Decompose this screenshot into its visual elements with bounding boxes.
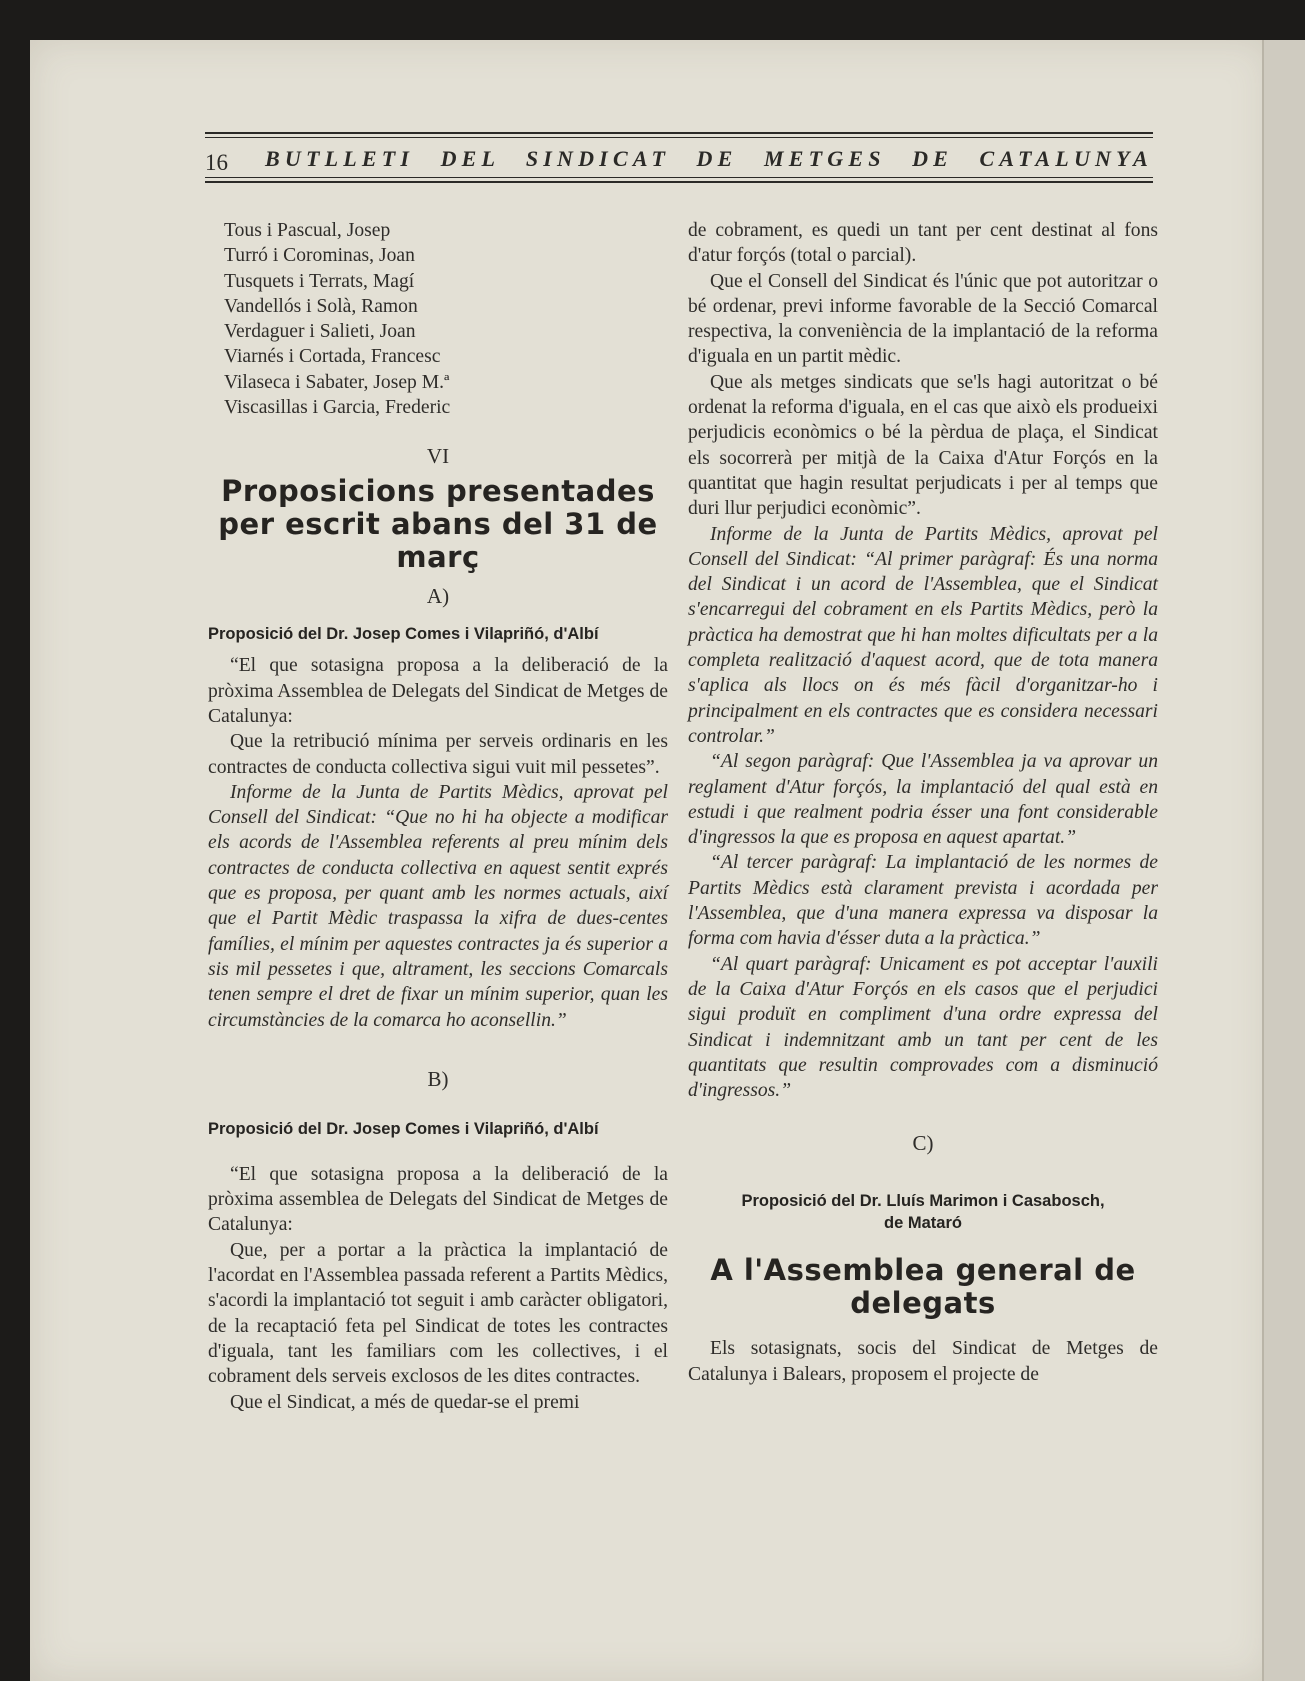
header-rule-top-thin — [205, 137, 1153, 138]
proposal-a-report: Informe de la Junta de Partits Mèdics, aprovat pel Consell del Sindicat: “Que no hi ha objecte a modificar els acords de l'Assemblea referents al preu mínim dels contractes de conducta collectiva en aquest sentit exprés que es proposa, per quant amb les normes actuals, així que el Partit Mèdic traspassa la xifra de dues-centes famílies, el mínim per aquestes contractes ja és superior a sis mil pessetes i que, altrament, les seccions Comarcals tenen sempre el dret de fixar un mínim superior, quan les circumstàncies de la comarca ho aconsellin.” — [208, 781, 668, 1031]
list-item: Tusquets i Terrats, Magí — [224, 270, 415, 292]
proposal-b-paragraph: Que als metges sindicats que se'ls hagi autoritzat o bé ordenat la reforma d'iguala, en el cas que això els produeixi perjudicis econòmics o bé la pèrdua de plaça, el Sindicat els socorrerà per mitjà de la Caixa d'Atur Forçós en la quantitat que hagin resultat perjudicats i per al temps que duri llur perjudici econòmic”. — [688, 371, 1158, 520]
proposal-c-paragraph: Els sotasignats, socis del Sindicat de Metges de Catalunya i Balears, proposem el projecte de — [688, 1338, 1158, 1385]
proposal-b-continuation: de cobrament, es quedi un tant per cent destinat al fons d'atur forçós (total o parcial). — [688, 220, 1158, 267]
list-item: Turró i Corominas, Joan — [224, 245, 415, 267]
proposal-b-paragraph: Que el Sindicat, a més de quedar-se el premi — [230, 1391, 580, 1413]
proposal-b-paragraph: Que el Consell del Sindicat és l'únic que pot autoritzar o bé ordenar, previ informe favorable de la Secció Comarcal respectiva, la conveniència de la implantació de la reforma d'iguala en un partit mèdic. — [688, 270, 1158, 368]
left-column — [208, 218, 668, 1415]
list-item: Verdaguer i Salieti, Joan — [224, 321, 416, 343]
proposal-b-heading: Proposició del Dr. Josep Comes i Vilapriñó, d'Albí — [208, 1119, 599, 1138]
proposal-b-paragraph: “El que sotasigna proposa a la deliberació de la pròxima assemblea de Delegats del Sindicat de Metges de Catalunya: — [208, 1163, 668, 1236]
proposal-c-title: A l'Assemblea general de delegats — [710, 1253, 1136, 1321]
proposal-b-report: Informe de la Junta de Partits Mèdics, aprovat pel Consell del Sindicat: “Al primer paràgraf: És una norma del Sindicat i un acord de l'Assemblea, que el Sindicat s'encarregui del cobrament en els Partits Mèdics, però la pràctica ha demostrat que hi han moltes dificultats per a la completa realització d'aquest acord, que de tota manera s'aplica als llocs on és més fàcil d'organitzar-ho i principalment en els contractes que es considera necessari controlar.” — [688, 523, 1158, 747]
proposal-c-heading-place: de Mataró — [884, 1214, 962, 1233]
proposal-a-paragraph: “El que sotasigna proposa a la deliberació de la pròxima Assemblea de Delegats del Sindicat de Metges de Catalunya: — [208, 655, 668, 727]
next-page-edge — [1262, 40, 1305, 1681]
list-item: Viarnés i Cortada, Francesc — [224, 346, 441, 368]
proposal-b-report: “Al quart paràgraf: Unicament es pot acceptar l'auxili de la Caixa d'Atur Forçós en els casos que el perjudici sigui produït en compliment d'una ordre expressa del Sindicat i indemnitzant amb un tant per cent de les quantitats que resultin comprovades com a disminució d'ingressos.” — [688, 953, 1158, 1102]
list-item: Vandellós i Solà, Ramon — [224, 295, 418, 317]
page-number: 16 — [205, 150, 228, 175]
proposal-c-heading: Proposició del Dr. Lluís Marimon i Casabosch, — [741, 1192, 1105, 1211]
section-numeral: VI — [426, 444, 450, 469]
proposal-b-report: “Al segon paràgraf: Que l'Assemblea ja va aprovar un reglament d'Atur forçós, la implantació del qual està en estudi i que realment podria ésser una font considerable d'ingressos la que es proposa en aquest apartat.” — [688, 751, 1158, 849]
section-title: Proposicions presentades per escrit abans del 31 de març — [218, 474, 658, 575]
header-rule-bottom-thin — [205, 177, 1153, 178]
list-item: Tous i Pascual, Josep — [224, 220, 391, 241]
page-header — [205, 132, 1153, 190]
header-rule-top — [205, 132, 1153, 134]
list-item: Viscasillas i Garcia, Frederic — [224, 397, 451, 419]
header-rule-bottom — [205, 181, 1153, 183]
proposal-b-paragraph: Que, per a portar a la pràctica la implantació de l'acordat en l'Assemblea passada referent a Partits Mèdics, s'acordi la implantació tot seguit i amb caràcter obligatori, de la recaptació feta pel Sindicat de totes les contractes d'iguala, tant les familiars com les collectives, i el cobrament dels serveis exclosos de les dites contractes. — [208, 1239, 668, 1388]
member-name-list — [208, 218, 668, 420]
list-item: Vilaseca i Sabater, Josep M.ª — [224, 371, 450, 393]
subsection-label-b: B) — [427, 1066, 449, 1091]
proposal-b-report: “Al tercer paràgraf: La implantació de les normes de Partits Mèdics està clarament prevista i acordada per l'Assemblea, que d'una manera expressa va disposar la forma com havia d'ésser duta a la pràctica.” — [688, 852, 1158, 950]
subsection-label-c: C) — [912, 1131, 934, 1156]
subsection-label-a: A) — [426, 584, 450, 609]
journal-title: BUTLLETI DEL SINDICAT DE METGES DE CATALUNYA — [265, 146, 1153, 171]
right-column — [688, 218, 1158, 1387]
proposal-a-heading: Proposició del Dr. Josep Comes i Vilapriñó, d'Albí — [208, 625, 599, 644]
proposal-a-paragraph: Que la retribució mínima per serveis ordinaris en les contractes de conducta collectiva sigui vuit mil pessetes”. — [208, 731, 668, 778]
